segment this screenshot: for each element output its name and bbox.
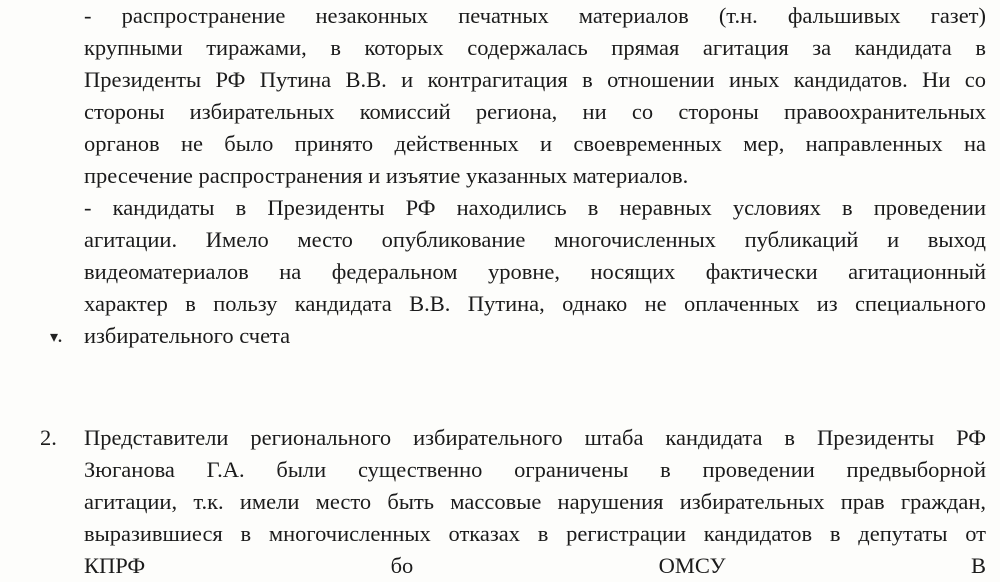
text-line: Президенты РФ Путина В.В. и контрагитация в отношении иных кандидатов. Ни со [84, 67, 986, 92]
text-line: Зюганова Г.А. были существенно ограничены в проведении предвыборной [84, 457, 986, 482]
list-number: 2. [40, 425, 57, 450]
text-line: выразившиеся в многочисленных отказах в регистрации кандидатов в депутаты от [84, 521, 986, 546]
text-line: видеоматериалов на федеральном уровне, носящих фактически агитационный [84, 259, 986, 284]
margin-mark: ▾. [50, 329, 63, 346]
text-line: органов не было принято действенных и своевременных мер, направленных на [84, 131, 986, 156]
text-line: крупными тиражами, в которых содержалась прямая агитация за кандидата в [84, 35, 986, 60]
text-line: агитации. Имело место опубликование многочисленных публикаций и выход [84, 227, 986, 252]
text-line: стороны избирательных комиссий региона, ни со стороны правоохранительных [84, 99, 986, 124]
text-line: избирательного счета [84, 323, 291, 348]
text-line: пресечение распространения и изъятие указанных материалов. [84, 163, 689, 188]
text-line: агитации, т.к. имели место быть массовые нарушения избирательных прав граждан, [84, 489, 986, 514]
text-line: Представители регионального избирательного штаба кандидата в Президенты РФ [84, 425, 986, 450]
text-line: - распространение незаконных печатных материалов (т.н. фальшивых газет) [84, 3, 986, 28]
text-line: КПРФ бо ОМСУ В [84, 553, 986, 578]
text-line: характер в пользу кандидата В.В. Путина, однако не оплаченных из специального [84, 291, 986, 316]
text-line: - кандидаты в Президенты РФ находились в неравных условиях в проведении [84, 195, 986, 220]
